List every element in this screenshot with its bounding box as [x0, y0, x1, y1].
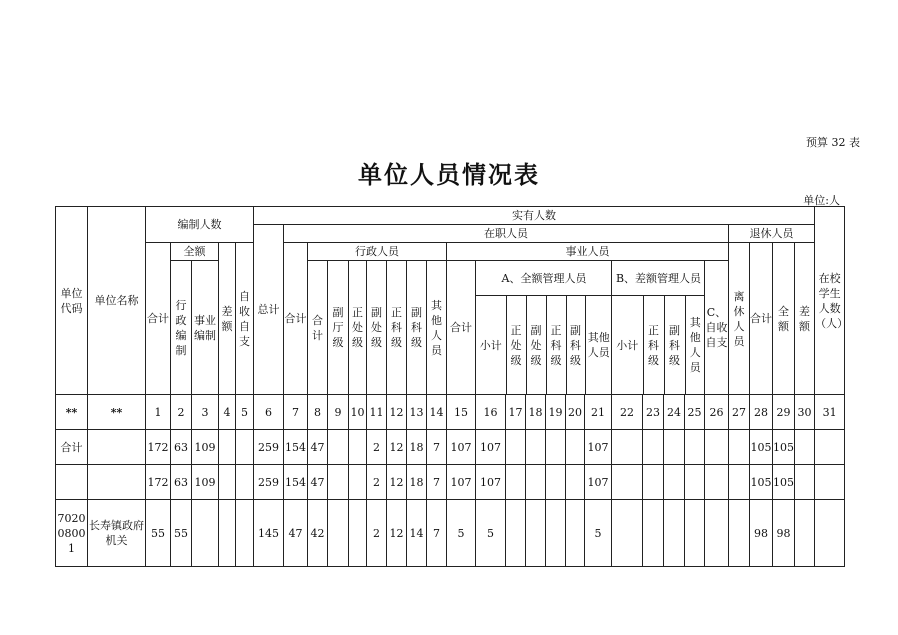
table-cell	[643, 465, 664, 500]
index-cell: 14	[427, 395, 447, 430]
table-cell	[643, 430, 664, 465]
table-cell	[612, 465, 643, 500]
col-group-b: B、差额管理人员	[612, 261, 705, 296]
table-cell: 107	[447, 465, 476, 500]
table-cell	[328, 430, 349, 465]
table-cell: 107	[476, 465, 506, 500]
table-cell	[546, 430, 566, 465]
col-inst-total: 合计	[447, 261, 476, 395]
table-cell	[815, 500, 845, 567]
table-cell: 107	[476, 430, 506, 465]
col-b-deputy-section: 副科级	[664, 296, 685, 395]
col-section-head: 正科级	[387, 261, 407, 395]
form-number: 预算 32 表	[806, 136, 860, 149]
table-cell: 154	[284, 430, 308, 465]
table-cell	[236, 430, 254, 465]
table-cell: 55	[171, 500, 192, 567]
index-cell: 3	[192, 395, 219, 430]
col-in-service-total: 合计	[284, 243, 308, 395]
unit-label: 单位:人	[803, 194, 840, 207]
group-b-cell	[612, 261, 705, 395]
index-cell: 21	[585, 395, 612, 430]
table-cell	[612, 500, 643, 567]
table-cell	[815, 430, 845, 465]
table-cell: 105	[750, 430, 773, 465]
table-cell	[566, 430, 585, 465]
col-group-a: A、全额管理人员	[476, 261, 612, 296]
table-cell	[705, 430, 729, 465]
table-cell	[705, 500, 729, 567]
table-cell: 105	[750, 465, 773, 500]
col-a-other: 其他人员	[587, 331, 610, 359]
index-cell: 27	[729, 395, 750, 430]
table-cell: 259	[254, 430, 284, 465]
col-admin-other: 其他人员	[427, 261, 447, 395]
table-cell: 172	[146, 430, 171, 465]
table-cell	[506, 500, 526, 567]
group-b-subtable	[612, 261, 705, 394]
cell-unit-code: 702008001	[56, 500, 88, 567]
table-cell	[546, 465, 566, 500]
table-cell: 2	[367, 430, 387, 465]
index-cell: 4	[219, 395, 236, 430]
table-cell: 18	[407, 465, 427, 500]
table-cell	[705, 465, 729, 500]
table-cell: 5	[447, 500, 476, 567]
col-deputy-div: 副处级	[367, 261, 387, 395]
table-cell	[729, 430, 750, 465]
table-cell: 7	[427, 500, 447, 567]
index-cell: 24	[664, 395, 685, 430]
table-cell	[219, 500, 236, 567]
table-cell	[664, 430, 685, 465]
col-a-div-head: 正处级	[506, 296, 526, 395]
col-a-subtotal: 小计	[476, 296, 506, 395]
col-div-head: 正处级	[349, 261, 367, 395]
table-cell	[526, 465, 546, 500]
table-cell: 145	[254, 500, 284, 567]
index-cell: 8	[308, 395, 328, 430]
index-cell: **	[88, 395, 146, 430]
index-cell: 22	[612, 395, 643, 430]
col-admin-staffing: 行政编制	[171, 261, 192, 395]
personnel-table	[55, 206, 849, 567]
col-a-section-head: 正科级	[546, 296, 566, 395]
table-cell	[685, 430, 705, 465]
table-cell	[236, 465, 254, 500]
table-cell	[566, 500, 585, 567]
col-students: 在校学生人数（人）	[815, 207, 845, 395]
index-cell: 17	[506, 395, 526, 430]
cell-unit-code: 合计	[56, 430, 88, 465]
table-cell: 42	[308, 500, 328, 567]
col-admin-total: 合计	[308, 261, 328, 395]
table-cell: 12	[387, 465, 407, 500]
col-self-funded: 自收自支	[236, 243, 254, 395]
index-cell: 12	[387, 395, 407, 430]
table-cell: 7	[427, 430, 447, 465]
table-cell: 259	[254, 465, 284, 500]
table-row	[56, 465, 845, 500]
col-retired-diff: 差额	[795, 243, 815, 395]
table-cell	[506, 430, 526, 465]
col-full-amount: 全额	[171, 243, 219, 261]
index-cell: 7	[284, 395, 308, 430]
table-cell: 14	[407, 500, 427, 567]
index-cell: 6	[254, 395, 284, 430]
col-grand-total: 总计	[254, 225, 284, 395]
table-cell	[685, 500, 705, 567]
col-deputy-section: 副科级	[407, 261, 427, 395]
table-cell	[349, 465, 367, 500]
table-cell: 172	[146, 465, 171, 500]
table-cell	[566, 465, 585, 500]
table-cell: 47	[308, 465, 328, 500]
index-cell: 16	[476, 395, 506, 430]
col-retired-full: 全额	[773, 243, 795, 395]
table-cell: 109	[192, 465, 219, 500]
col-in-service: 在职人员	[284, 225, 729, 243]
index-cell: 29	[773, 395, 795, 430]
col-retired-total: 合计	[750, 243, 773, 395]
table-cell: 154	[284, 465, 308, 500]
cell-unit-code	[56, 465, 88, 500]
col-diff-amount: 差额	[219, 243, 236, 395]
table-cell	[643, 500, 664, 567]
table-cell	[795, 500, 815, 567]
table-cell: 2	[367, 465, 387, 500]
table-cell	[219, 465, 236, 500]
index-cell: 19	[546, 395, 566, 430]
table-cell: 5	[476, 500, 506, 567]
index-row	[56, 395, 845, 430]
table-cell	[328, 465, 349, 500]
table-cell: 98	[773, 500, 795, 567]
table-cell: 63	[171, 430, 192, 465]
table-cell: 47	[308, 430, 328, 465]
index-cell: 15	[447, 395, 476, 430]
table-row	[56, 500, 845, 567]
index-cell: 13	[407, 395, 427, 430]
col-admin-personnel: 行政人员	[308, 243, 447, 261]
cell-unit-name: 长寿镇政府机关	[88, 500, 146, 567]
index-cell: 18	[526, 395, 546, 430]
table-cell	[328, 500, 349, 567]
index-cell: 28	[750, 395, 773, 430]
table-cell: 12	[387, 430, 407, 465]
index-cell: 26	[705, 395, 729, 430]
col-staffing-total: 合计	[146, 243, 171, 395]
index-cell: **	[56, 395, 88, 430]
index-cell: 31	[815, 395, 845, 430]
index-cell: 2	[171, 395, 192, 430]
table-cell	[526, 430, 546, 465]
table-cell	[612, 430, 643, 465]
col-institution-staffing: 事业编制	[192, 261, 219, 395]
table-cell	[526, 500, 546, 567]
cell-unit-name	[88, 465, 146, 500]
col-b-subtotal: 小计	[612, 296, 643, 395]
index-cell: 25	[685, 395, 705, 430]
index-cell: 5	[236, 395, 254, 430]
group-a-cell	[476, 261, 612, 395]
index-cell: 11	[367, 395, 387, 430]
table-cell: 63	[171, 465, 192, 500]
col-a-deputy-div: 副处级	[526, 296, 546, 395]
table-cell	[795, 465, 815, 500]
table-cell: 107	[585, 430, 612, 465]
table-cell	[664, 465, 685, 500]
cell-unit-name	[88, 430, 146, 465]
table-cell	[506, 465, 526, 500]
table-row	[56, 430, 845, 465]
col-unit-code: 单位代码	[56, 207, 88, 395]
index-cell: 10	[349, 395, 367, 430]
table-cell: 107	[585, 465, 612, 500]
col-staffing: 编制人数	[146, 207, 254, 243]
table-cell	[349, 430, 367, 465]
table-cell	[685, 465, 705, 500]
table-cell: 109	[192, 430, 219, 465]
table-cell: 5	[585, 500, 612, 567]
table-cell	[546, 500, 566, 567]
col-actual: 实有人数	[254, 207, 815, 225]
table-cell: 55	[146, 500, 171, 567]
table-cell	[815, 465, 845, 500]
col-group-c: C、自收自支	[705, 261, 729, 395]
col-b-other: 其他人员	[689, 316, 701, 374]
table-cell	[236, 500, 254, 567]
table-cell: 107	[447, 430, 476, 465]
page-title: 单位人员情况表	[358, 161, 540, 189]
col-unit-name: 单位名称	[88, 207, 146, 395]
table-cell: 12	[387, 500, 407, 567]
col-inst-personnel: 事业人员	[447, 243, 729, 261]
index-cell: 23	[643, 395, 664, 430]
index-cell: 30	[795, 395, 815, 430]
index-cell: 20	[566, 395, 585, 430]
table-cell: 47	[284, 500, 308, 567]
table-cell	[349, 500, 367, 567]
table-cell	[795, 430, 815, 465]
table-cell: 105	[773, 430, 795, 465]
index-cell: 1	[146, 395, 171, 430]
table-cell: 98	[750, 500, 773, 567]
col-deputy-dept: 副厅级	[328, 261, 349, 395]
table-cell	[192, 500, 219, 567]
table-cell: 7	[427, 465, 447, 500]
col-b-section-head: 正科级	[643, 296, 664, 395]
table-cell	[664, 500, 685, 567]
group-a-subtable	[476, 261, 612, 394]
col-retired-off: 离休人员	[729, 243, 750, 395]
table-cell	[729, 465, 750, 500]
table-cell	[219, 430, 236, 465]
table-cell	[729, 500, 750, 567]
col-a-deputy-section: 副科级	[566, 296, 585, 395]
table-cell: 2	[367, 500, 387, 567]
col-retired: 退休人员	[729, 225, 815, 243]
index-cell: 9	[328, 395, 349, 430]
table-cell: 18	[407, 430, 427, 465]
table-cell: 105	[773, 465, 795, 500]
